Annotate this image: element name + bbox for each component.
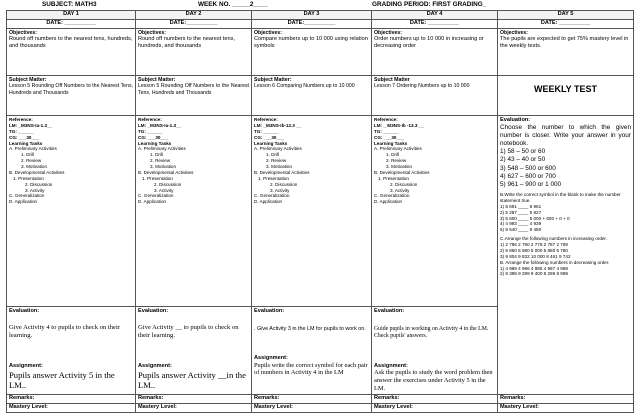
task-item: 3. Activity (270, 187, 290, 193)
assignment-text: Ask the pupils to study the word problem then answer the exercises under Activity 5 in the LM. (374, 369, 493, 393)
assignment-label: Assignment: (374, 362, 408, 369)
cg-code: CG: ___30___ (374, 134, 405, 140)
mastery-level-field: Mastery Level: (136, 403, 252, 412)
date-field: DATE: __________ (7, 20, 136, 29)
part-c-item: 1) 2 786 2 790 2 778 2 787 2 789 (500, 242, 568, 248)
lesson-plan-table (6, 10, 634, 413)
tg-code: TG: ______ (9, 128, 34, 134)
grading-period-label: GRADING PERIOD: FIRST GRADING_ (372, 1, 487, 8)
tg-code: TG: ______ (374, 128, 399, 134)
mastery-row (7, 403, 634, 412)
evaluation-instructions: Choose the number to which the given number is closer. Write your answer in your notebook. (500, 124, 631, 148)
evaluation-item: 3) 548 – 500 or 600 (500, 164, 556, 172)
assignment-text: Pupils answer Activity __in the LM.. (138, 369, 246, 390)
learning-tasks-label: Learning Tasks (9, 140, 43, 146)
objectives-row (7, 29, 634, 76)
evaluation-item: 4) 627 – 600 or 700 (500, 172, 556, 180)
assignment-label: Assignment: (138, 362, 172, 369)
objectives-label: Objectives: (138, 30, 166, 36)
evaluation-label: Evaluation: (9, 308, 40, 314)
subject-matter-label: Subject Matter (374, 77, 410, 83)
task-item: 3. Activity (25, 187, 45, 193)
day-row (7, 11, 634, 20)
part-b-item: 4) 4 993 ____ 4 939 (500, 221, 542, 227)
subject-matter-label: Subject Matter: (138, 77, 176, 83)
date-field: DATE:__________ (252, 20, 372, 29)
part-b-instructions: B.Write the correct symbol in the blank to make the number statement true. (500, 192, 621, 203)
task-item: 2. Discussion (25, 181, 53, 187)
lm-code: LM: _M3NS-Ia-1.3__ (138, 122, 182, 128)
reference-label: Reference: (9, 117, 33, 122)
day-header: DAY 1 (7, 11, 136, 20)
evaluation-assignment-cell (136, 307, 252, 395)
evaluation-item: 2) 43 – 40 or 50 (500, 156, 546, 164)
task-item: 2. Discussion (154, 181, 182, 187)
lm-code: LM: _M3NS-Ia-1.3__ (9, 122, 53, 128)
task-item: 3. Motivation (150, 164, 177, 169)
part-b-item: 5) 8 540 ____ 8 450 (500, 227, 542, 233)
objectives-label: Objectives: (374, 30, 402, 36)
application: D. Application (374, 199, 403, 205)
reference-cell (7, 116, 136, 307)
date-field: DATE: __________ (372, 20, 498, 29)
task-item: 1. Drill (386, 152, 400, 158)
application: D. Application (9, 199, 38, 205)
learning-tasks-label: Learning Tasks (138, 140, 172, 146)
objectives-cell (136, 29, 252, 76)
evaluation-assignment-cell (252, 307, 372, 395)
remarks-field: Remarks: (252, 394, 372, 403)
remarks-field: Remarks: (498, 394, 634, 403)
task-item: 2. Discussion (270, 181, 298, 187)
objectives-cell (498, 29, 634, 76)
day-header: DAY 2 (136, 11, 252, 20)
preliminary-activities: A. Preliminary Activities (374, 146, 422, 152)
objectives-text: The pupils are expected to get 75% mastery level in the weekly tests. (500, 36, 629, 50)
remarks-field: Remarks: (372, 394, 498, 403)
application: D. Application (254, 199, 283, 205)
evaluation-label: Evaluation: (500, 117, 531, 123)
subject-matter-text: Lesson 6 Comparing Numbers up to 10 000 (254, 83, 355, 90)
evaluation-text: Guide pupils in working on Activity 4 in the LM. Check pupils' answers. (374, 325, 489, 340)
developmental-activities: B. Developmental Activities (9, 169, 65, 175)
subject-matter-cell (372, 76, 498, 116)
objectives-label: Objectives: (254, 30, 282, 36)
objectives-text: Compare numbers up to 10 000 using relation symbols (254, 36, 368, 50)
task-item: 3. Motivation (21, 164, 48, 169)
evaluation-assignment-cell (372, 307, 498, 395)
task-item: 1. Presentation (142, 175, 173, 181)
task-item: 1. Drill (266, 152, 280, 158)
date-row (7, 20, 634, 29)
subject-matter-cell (252, 76, 372, 116)
mastery-level-field: Mastery Level: (498, 403, 634, 412)
cg-code: CG: ___30___ (138, 134, 169, 140)
reference-row (7, 116, 634, 307)
task-item: 3. Motivation (386, 164, 413, 169)
day-header: DAY 4 (372, 11, 498, 20)
evaluation-label: Evaluation: (138, 308, 169, 314)
plan-header (0, 0, 638, 10)
task-item: 1. Presentation (258, 175, 289, 181)
evaluation-item: 5) 961 – 900 or 1 000 (500, 180, 562, 188)
part-c-item: 2) 5 860 5 980 5 000 5 880 5 780 (500, 247, 568, 253)
preliminary-activities: A. Preliminary Activities (138, 146, 186, 152)
reference-label: Reference: (254, 117, 278, 122)
subject-matter-row (7, 76, 634, 116)
task-item: 2. Review (266, 158, 287, 164)
evaluation-text: . Give Activity 3 in the LM for pupils to work on. (254, 325, 366, 332)
generalization: C. Generalization (9, 193, 45, 199)
part-b-item: 3) 5 600 ____ 5 000 + 600 + 0 + 0 (500, 215, 570, 221)
tg-code: TG: ______ (254, 128, 279, 134)
assignment-label: Assignment: (9, 362, 43, 369)
evaluation-text: Give Activity __ to pupils to check on their learning. (138, 323, 239, 340)
application: D. Application (138, 199, 167, 205)
evaluation-label: Evaluation: (374, 308, 405, 314)
date-field: DATE: __________ (498, 20, 634, 29)
weekly-test-evaluation-cell (498, 116, 634, 395)
day-header: DAY 3 (252, 11, 372, 20)
subject-matter-text: Lesson 5 Rounding Off Numbers to the Nearest Tens, Hundreds and Thousands (9, 83, 133, 97)
objectives-cell (252, 29, 372, 76)
evaluation-label: Evaluation: (254, 308, 285, 314)
subject-matter-cell (7, 76, 136, 116)
mastery-level-field: Mastery Level: (252, 403, 372, 412)
reference-cell (372, 116, 498, 307)
day-header: DAY 5 (498, 11, 634, 20)
developmental-activities: B. Developmental Activities (374, 169, 430, 175)
cg-code: CG: ___30___ (9, 134, 40, 140)
developmental-activities: B. Developmental Activities (254, 169, 310, 175)
objectives-text: Round off numbers to the nearest tens, hundreds, and thousands (138, 36, 235, 50)
subject-matter-cell (136, 76, 252, 116)
subject-matter-text: Lesson 7 Ordering Numbers up to 10 000 (374, 83, 470, 90)
evaluation-text: Give Activity 4 to pupils to check on their learning. (9, 323, 120, 340)
cg-code: CG: ___30___ (254, 134, 285, 140)
mastery-level-field: Mastery Level: (372, 403, 498, 412)
date-field: DATE:__________ (136, 20, 252, 29)
task-item: 3. Motivation (266, 164, 293, 169)
objectives-cell (372, 29, 498, 76)
remarks-field: Remarks: (136, 394, 252, 403)
weekly-test-title: WEEKLY TEST (498, 76, 634, 116)
assignment-label: Assignment: (254, 354, 288, 361)
evaluation-item: 1) 58 – 50 or 60 (500, 148, 546, 156)
task-item: 2. Discussion (390, 181, 418, 187)
part-b-item: 2) 5 287 ____ 5 827 (500, 209, 542, 215)
reference-label: Reference: (138, 117, 162, 122)
assignment-text: Pupils write the correct symbol for each pair of numbers in Activity 4 in the LM (254, 361, 368, 377)
objectives-text: Round off numbers to the nearest tens, hundreds, and thousands (9, 36, 133, 50)
task-item: 3. Activity (390, 187, 410, 193)
task-item: 2. Review (386, 158, 407, 164)
objectives-text: Order numbers up to 10 000 in increasing or decreasing order (374, 36, 484, 50)
preliminary-activities: A. Preliminary Activities (254, 146, 302, 152)
tg-code: TG: ______ (138, 128, 163, 134)
part-b2-item: 2) 9 399 9 299 9 400 8 299 8 999 (500, 271, 568, 277)
subject-matter-label: Subject Matter: (254, 77, 292, 83)
subject-label: SUBJECT: MATH3 (42, 1, 97, 8)
lm-code: LM: _ M3NS-Ib -13.3 __ (374, 122, 424, 128)
part-c-item: 3) 9 804 9 832 10 000 8 461 9 742 (500, 253, 571, 259)
task-item: 1. Drill (150, 152, 164, 158)
subject-matter-text: Lesson 5 Rounding Off Numbers to the Nearest Tens, Hundreds and Thousands (138, 83, 249, 97)
objectives-cell (7, 29, 136, 76)
week-label: WEEK NO. _____2____ (198, 1, 268, 8)
mastery-level-field: Mastery Level: (7, 403, 136, 412)
task-item: 2. Review (21, 158, 42, 164)
task-item: 2. Review (150, 158, 171, 164)
reference-label: Reference: (374, 117, 398, 122)
subject-matter-label: Subject Matter: (9, 77, 47, 83)
learning-tasks-label: Learning Tasks (374, 140, 408, 146)
objectives-label: Objectives: (500, 30, 528, 36)
remarks-field: Remarks: (7, 394, 136, 403)
task-item: 1. Drill (21, 152, 35, 158)
generalization: C. Generalization (254, 193, 290, 199)
preliminary-activities: A. Preliminary Activities (9, 146, 57, 152)
generalization: C. Generalization (138, 193, 174, 199)
evaluation-assignment-cell (7, 307, 136, 395)
lm-code: LM: _M3NS-Ib-12.3 __ (254, 122, 302, 128)
objectives-label: Objectives: (9, 30, 37, 36)
reference-cell (252, 116, 372, 307)
task-item: 1. Presentation (378, 175, 409, 181)
generalization: C. Generalization (374, 193, 410, 199)
part-c-instructions: C.Arrange the following numbers in increasing order. (500, 236, 607, 242)
task-item: 1. Presentation (13, 175, 44, 181)
part-b2-item: 1) 4 989 4 986 4 985 4 987 4 988 (500, 265, 568, 271)
assignment-text: Pupils answer Activity 5 in the LM.. (9, 369, 115, 390)
part-b-item: 1) 8 691 ____ 8 961 (500, 203, 542, 209)
task-item: 3. Activity (154, 187, 174, 193)
part-b2-instructions: B. Arrange the following numbers in decreasing order. (500, 259, 610, 265)
remarks-row (7, 394, 634, 403)
developmental-activities: B. Developmental Activities (138, 169, 194, 175)
learning-tasks-label: Learning Tasks (254, 140, 288, 146)
reference-cell (136, 116, 252, 307)
